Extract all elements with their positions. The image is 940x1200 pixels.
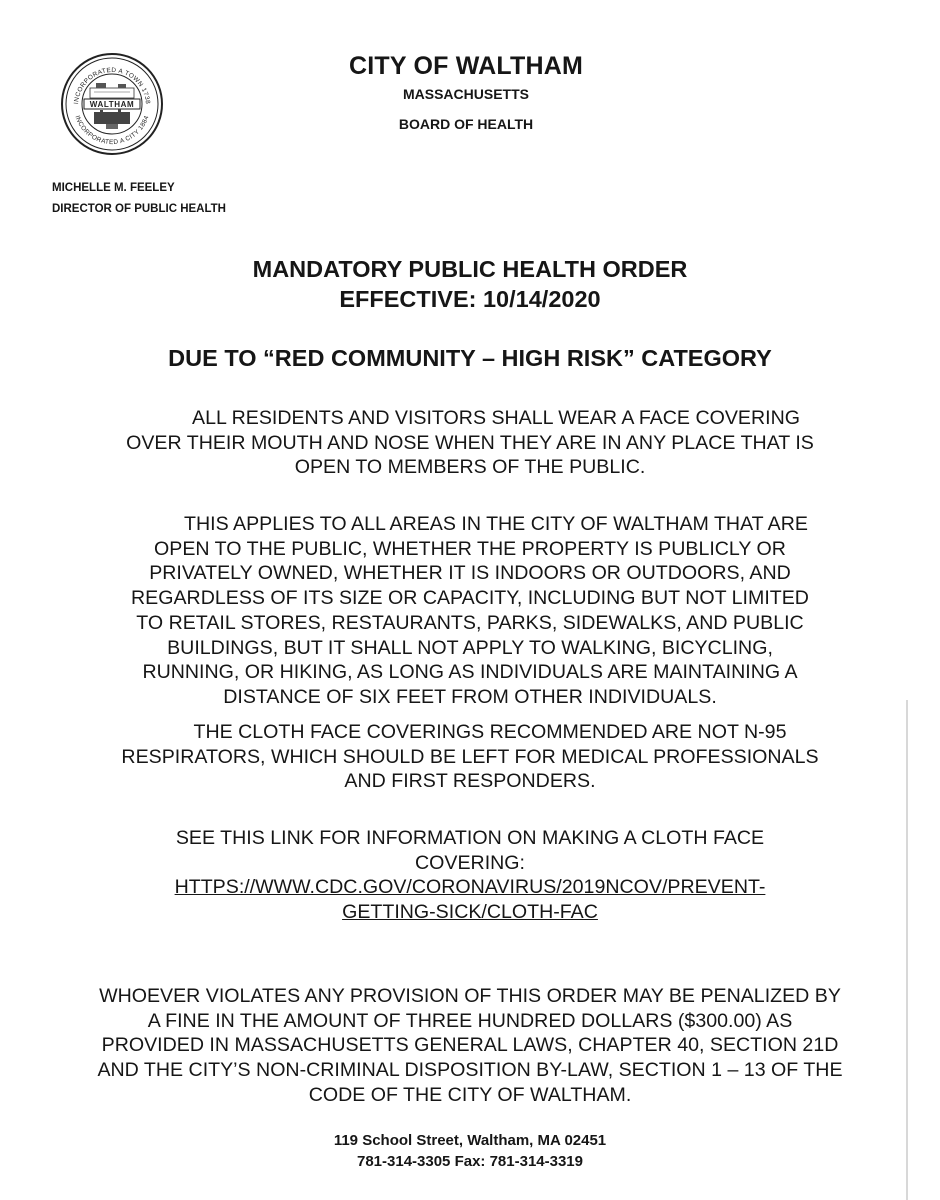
page-edge-divider — [906, 700, 908, 1200]
order-heading — [0, 254, 940, 314]
link-paragraph — [40, 826, 900, 925]
text-line: AND FIRST RESPONDERS. — [344, 770, 596, 793]
text-line: CODE OF THE CITY OF WALTHAM. — [308, 1083, 632, 1106]
face-covering-paragraph — [40, 406, 900, 480]
text-line: DISTANCE OF SIX FEET FROM OTHER INDIVIDUALS. — [223, 685, 717, 708]
board-name: BOARD OF HEALTH — [398, 116, 534, 132]
text-line: PRIVATELY OWNED, WHETHER IT IS INDOORS OR OUTDOORS, AND — [149, 562, 791, 585]
effective-date: EFFECTIVE: 10/14/2020 — [339, 286, 601, 312]
text-line: OPEN TO THE PUBLIC, WHETHER THE PROPERTY IS PUBLICLY OR — [154, 537, 786, 560]
text-line: AND THE CITY’S NON-CRIMINAL DISPOSITION BY-LAW, SECTION 1 – 13 OF THE — [97, 1059, 843, 1082]
applicability-paragraph — [40, 512, 900, 710]
text-line: REGARDLESS OF ITS SIZE OR CAPACITY, INCLUDING BUT NOT LIMITED — [131, 587, 809, 610]
text-line: BUILDINGS, BUT IT SHALL NOT APPLY TO WALKING, BICYCLING, — [167, 636, 773, 659]
director-name: MICHELLE M. FEELEY — [52, 182, 175, 194]
city-title: CITY OF WALTHAM — [349, 52, 583, 80]
svg-text:INCORPORATED A TOWN 1738: INCORPORATED A TOWN 1738 — [73, 66, 151, 105]
cdc-link[interactable] — [40, 875, 900, 924]
text-line: OPEN TO MEMBERS OF THE PUBLIC. — [294, 456, 646, 479]
state-name: MASSACHUSETTS — [402, 86, 529, 102]
text-line: COVERING: — [415, 851, 525, 874]
phone-fax: 781-314-3305 Fax: 781-314-3319 — [356, 1153, 583, 1170]
text-line: PROVIDED IN MASSACHUSETTS GENERAL LAWS, CHAPTER 40, SECTION 21D — [101, 1034, 839, 1057]
link-line[interactable]: HTTPS://WWW.CDC.GOV/CORONAVIRUS/2019NCOV/PREVENT- — [174, 876, 766, 899]
address: 119 School Street, Waltham, MA 02451 — [333, 1132, 607, 1149]
text-line: A FINE IN THE AMOUNT OF THREE HUNDRED DOLLARS ($300.00) AS — [147, 1009, 793, 1032]
svg-text:INCORPORATED A CITY 1884: INCORPORATED A CITY 1884 — [73, 114, 151, 147]
penalty-paragraph — [40, 984, 900, 1108]
text-line: RUNNING, OR HIKING, AS LONG AS INDIVIDUALS ARE MAINTAINING A — [142, 661, 798, 684]
contact-footer — [0, 1130, 940, 1172]
link-line[interactable]: GETTING-SICK/CLOTH-FAC — [342, 901, 598, 924]
respirator-paragraph — [40, 720, 900, 794]
text-line: ALL RESIDENTS AND VISITORS SHALL WEAR A FACE COVERING — [192, 407, 800, 429]
text-line: SEE THIS LINK FOR INFORMATION ON MAKING A CLOTH FACE — [175, 827, 765, 849]
director-title: DIRECTOR OF PUBLIC HEALTH — [52, 203, 226, 215]
svg-text:WALTHAM: WALTHAM — [89, 100, 135, 109]
risk-category: DUE TO “RED COMMUNITY – HIGH RISK” CATEGORY — [168, 345, 772, 371]
order-title: MANDATORY PUBLIC HEALTH ORDER — [252, 256, 688, 282]
text-line: THE CLOTH FACE COVERINGS RECOMMENDED ARE NOT N-95 — [193, 721, 787, 743]
text-line: OVER THEIR MOUTH AND NOSE WHEN THEY ARE IN ANY PLACE THAT IS — [126, 431, 814, 454]
text-line: WHOEVER VIOLATES ANY PROVISION OF THIS ORDER MAY BE PENALIZED BY — [99, 985, 841, 1007]
text-line: TO RETAIL STORES, RESTAURANTS, PARKS, SIDEWALKS, AND PUBLIC — [136, 611, 804, 634]
text-line: THIS APPLIES TO ALL AREAS IN THE CITY OF WALTHAM THAT ARE — [184, 513, 808, 535]
text-line: RESPIRATORS, WHICH SHOULD BE LEFT FOR MEDICAL PROFESSIONALS — [121, 745, 819, 768]
